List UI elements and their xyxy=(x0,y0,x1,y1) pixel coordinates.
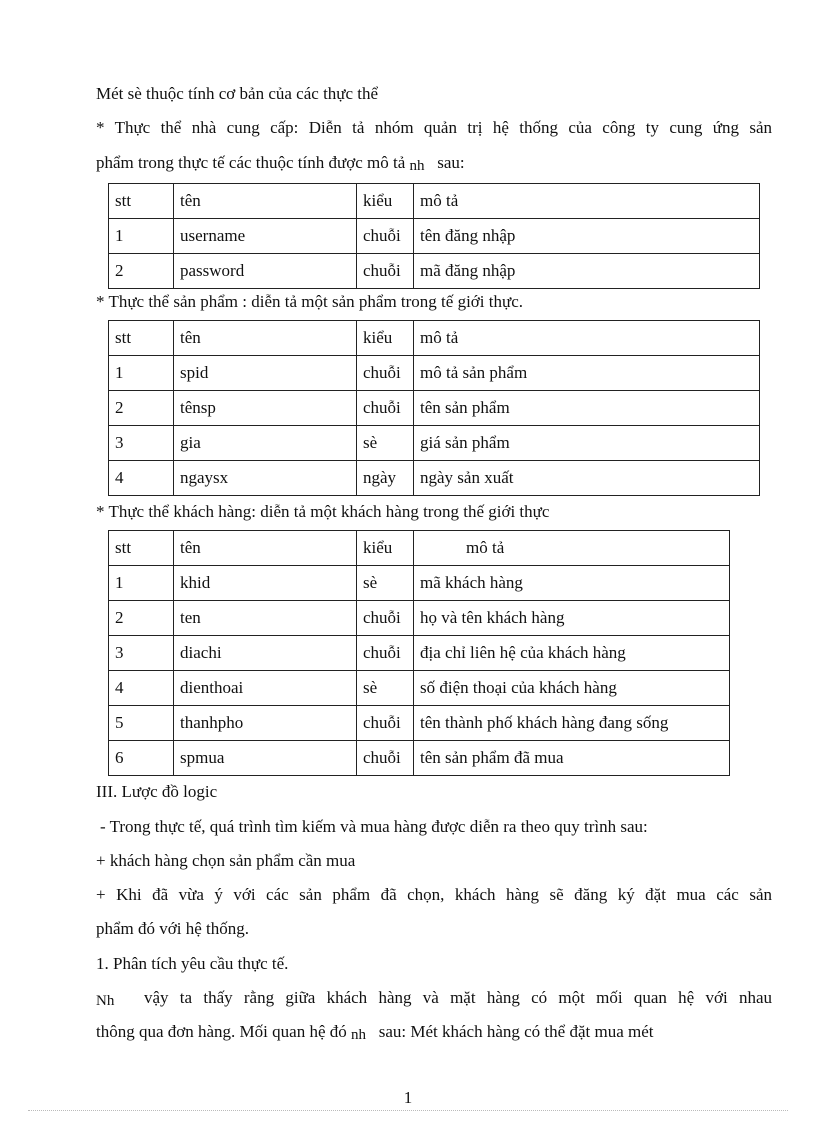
customer-table xyxy=(108,530,730,776)
table-row xyxy=(109,219,760,254)
table-row xyxy=(109,426,760,461)
nh-fragment: nh xyxy=(409,158,425,174)
section3-title: III. Lược đồ logic xyxy=(96,782,218,801)
table-cell: 4 xyxy=(109,671,174,706)
table-cell: giá sản phẩm xyxy=(414,426,760,461)
table-cell: chuỗi xyxy=(357,636,414,671)
table-cell: ngày xyxy=(357,461,414,496)
table-cell: 6 xyxy=(109,741,174,776)
table-cell: 3 xyxy=(109,636,174,671)
table-header-cell: stt xyxy=(109,184,174,219)
product-table xyxy=(108,320,760,496)
table-cell: 4 xyxy=(109,461,174,496)
table-cell: mã đăng nhập xyxy=(414,254,760,289)
table-header-row xyxy=(109,321,760,356)
table-cell: tên sản phẩm đã mua xyxy=(414,741,730,776)
table-cell: 3 xyxy=(109,426,174,461)
table-cell: tên đăng nhập xyxy=(414,219,760,254)
table-row xyxy=(109,671,730,706)
table-header-cell: tên xyxy=(174,531,357,566)
table-cell: diachi xyxy=(174,636,357,671)
supplier-heading-line2 xyxy=(96,153,465,174)
table-cell: password xyxy=(174,254,357,289)
table-cell: chuỗi xyxy=(357,356,414,391)
table-header-cell: stt xyxy=(109,321,174,356)
nh-fragment: Nh xyxy=(96,993,115,1009)
supplier-table xyxy=(108,183,760,289)
footer-divider xyxy=(28,1110,788,1111)
table-cell: họ và tên khách hàng xyxy=(414,601,730,636)
table-cell: chuỗi xyxy=(357,254,414,289)
para4-text-b: sau: Mét khách hàng có thể đặt mua mét xyxy=(378,1022,654,1041)
section3-para1: - Trong thực tế, quá trình tìm kiếm và mua hàng được diễn ra theo quy trình sau: xyxy=(100,817,648,836)
table-row xyxy=(109,741,730,776)
intro-line: Mét sè thuộc tính cơ bản của các thực thể xyxy=(96,84,379,103)
table-row xyxy=(109,636,730,671)
table-header-cell: mô tả xyxy=(414,531,730,566)
table-row xyxy=(109,601,730,636)
table-header-cell: kiểu xyxy=(357,321,414,356)
table-header-row xyxy=(109,531,730,566)
supplier-heading-end: sau: xyxy=(437,153,465,172)
table-cell: ngày sản xuất xyxy=(414,461,760,496)
table-cell: spmua xyxy=(174,741,357,776)
table-row xyxy=(109,566,730,601)
table-row xyxy=(109,391,760,426)
table-row xyxy=(109,706,730,741)
table-cell: chuỗi xyxy=(357,601,414,636)
table-row xyxy=(109,461,760,496)
table-row xyxy=(109,254,760,289)
table-cell: gia xyxy=(174,426,357,461)
table-cell: 1 xyxy=(109,356,174,391)
subsection-1-title: 1. Phân tích yêu cầu thực tế. xyxy=(96,954,289,973)
table-header-cell: kiểu xyxy=(357,531,414,566)
table-header-cell: mô tả xyxy=(414,321,760,356)
table-cell: 1 xyxy=(109,219,174,254)
table-header-cell: stt xyxy=(109,531,174,566)
table-cell: chuỗi xyxy=(357,219,414,254)
table-cell: tên sản phẩm xyxy=(414,391,760,426)
table-cell: ten xyxy=(174,601,357,636)
table-cell: chuỗi xyxy=(357,391,414,426)
table-header-cell: kiểu xyxy=(357,184,414,219)
table-row xyxy=(109,356,760,391)
table-cell: 1 xyxy=(109,566,174,601)
table-cell: 2 xyxy=(109,254,174,289)
table-header-row xyxy=(109,184,760,219)
section3-para4-line1 xyxy=(96,988,772,1009)
page-number: 1 xyxy=(403,1088,413,1107)
table-cell: ngaysx xyxy=(174,461,357,496)
table-cell: số điện thoại của khách hàng xyxy=(414,671,730,706)
section3-para3-line1: + Khi đã vừa ý với các sản phẩm đã chọn, khách hàng sẽ đăng ký đặt mua các sản xyxy=(96,885,772,904)
table-cell: 5 xyxy=(109,706,174,741)
table-cell: mã khách hàng xyxy=(414,566,730,601)
table-cell: dienthoai xyxy=(174,671,357,706)
table-header-cell: tên xyxy=(174,184,357,219)
para4-text: vậy ta thấy rằng giữa khách hàng và mặt hàng có một mối quan hệ với nhau xyxy=(144,988,772,1007)
supplier-heading-text: phẩm trong thực tế các thuộc tính được mô tả xyxy=(96,153,406,172)
product-heading: * Thực thể sản phẩm : diễn tả một sản phẩm trong tế giới thực. xyxy=(96,292,523,311)
table-cell: địa chỉ liên hệ của khách hàng xyxy=(414,636,730,671)
table-header-cell: tên xyxy=(174,321,357,356)
table-cell: sè xyxy=(357,566,414,601)
section3-para3-line2: phẩm đó với hệ thống. xyxy=(96,919,249,938)
table-cell: chuỗi xyxy=(357,741,414,776)
table-header-cell: mô tả xyxy=(414,184,760,219)
nh-fragment: nh xyxy=(350,1027,366,1043)
table-cell: chuỗi xyxy=(357,706,414,741)
table-cell: spid xyxy=(174,356,357,391)
table-cell: 2 xyxy=(109,391,174,426)
table-cell: tênsp xyxy=(174,391,357,426)
table-cell: tên thành phố khách hàng đang sống xyxy=(414,706,730,741)
table-cell: sè xyxy=(357,426,414,461)
supplier-heading-line1: * Thực thể nhà cung cấp: Diễn tả nhóm quản trị hệ thống của công ty cung ứng sản xyxy=(96,118,772,137)
table-cell: username xyxy=(174,219,357,254)
table-cell: 2 xyxy=(109,601,174,636)
para4-text-a: thông qua đơn hàng. Mối quan hệ đó xyxy=(96,1022,347,1041)
table-cell: mô tả sản phẩm xyxy=(414,356,760,391)
section3-para2: + khách hàng chọn sản phẩm cần mua xyxy=(96,851,356,870)
section3-para4-line2 xyxy=(96,1022,653,1043)
table-cell: sè xyxy=(357,671,414,706)
customer-heading: * Thực thể khách hàng: diễn tả một khách hàng trong thế giới thực xyxy=(96,502,550,521)
table-cell: thanhpho xyxy=(174,706,357,741)
table-cell: khid xyxy=(174,566,357,601)
